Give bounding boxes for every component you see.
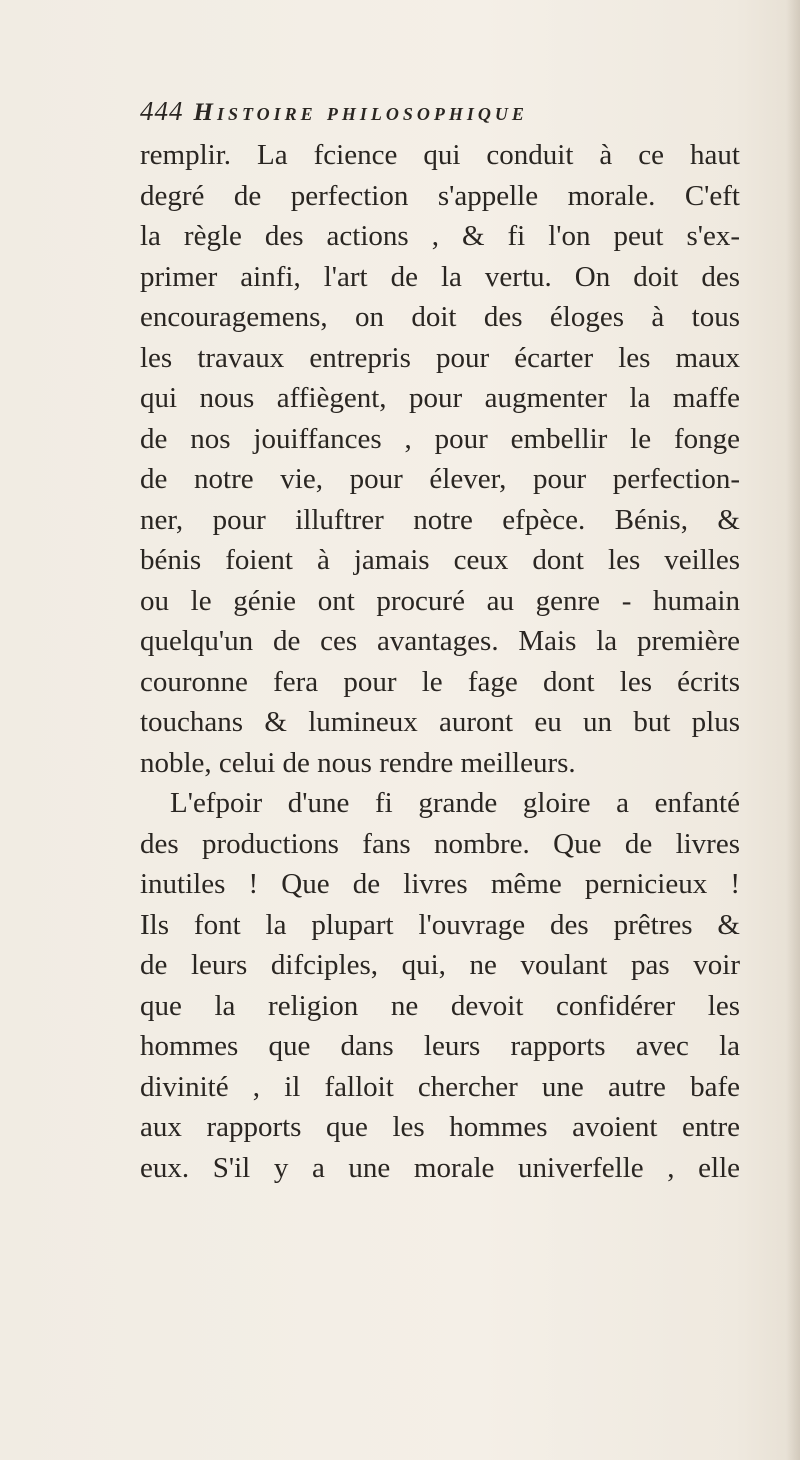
running-title: Histoire philosophique (193, 99, 528, 126)
text-line: des productions fans nombre. Que de livres (140, 827, 740, 860)
text-line: primer ainfi, l'art de la vertu. On doit des (140, 260, 740, 293)
text-line: couronne fera pour le fage dont les écrits (140, 665, 740, 698)
text-line: encouragemens, on doit des éloges à tous (140, 301, 740, 333)
text-line: degré de perfection s'appelle morale. C'eft (140, 179, 740, 212)
text-line: bénis foient à jamais ceux dont les veilles (140, 544, 740, 576)
text-line: aux rapports que les hommes avoient entre (140, 1111, 740, 1143)
text-line: ou le génie ont procuré au genre - humain (140, 584, 740, 617)
text-line: hommes que dans leurs rapports avec la (140, 1030, 740, 1062)
page-edge-shadow (786, 0, 800, 1460)
body-text (140, 135, 740, 1188)
text-line: Ils font la plupart l'ouvrage des prêtres & (140, 908, 740, 941)
page-number: 444 (140, 96, 184, 126)
text-line: remplir. La fcience qui conduit à ce haut (140, 139, 740, 171)
text-line: qui nous affiègent, pour augmenter la maffe (140, 382, 740, 414)
text-line: eux. S'il y a une morale univerfelle , elle (140, 1151, 740, 1184)
text-line: quelqu'un de ces avantages. Mais la première (140, 625, 740, 657)
text-line: les travaux entrepris pour écarter les maux (140, 341, 740, 374)
text-line: de nos jouiffances , pour embellir le fonge (140, 422, 740, 455)
text-line: la règle des actions , & fi l'on peut s'ex- (140, 220, 740, 252)
text-line: inutiles ! Que de livres même pernicieux ! (140, 868, 740, 900)
text-line: divinité , il falloit chercher une autre bafe (140, 1070, 740, 1103)
text-line: de notre vie, pour élever, pour perfection- (140, 463, 740, 495)
running-head (140, 96, 730, 132)
text-line: de leurs difciples, qui, ne voulant pas voir (140, 949, 740, 981)
text-line-paragraph-start: L'efpoir d'une fi grande gloire a enfanté (170, 787, 740, 819)
text-line: touchans & lumineux auront eu un but plus (140, 706, 740, 738)
text-line-paragraph-end: noble, celui de nous rendre meilleurs. (140, 746, 576, 779)
text-line: ner, pour illuftrer notre efpèce. Bénis, & (140, 503, 740, 536)
text-line: que la religion ne devoit confidérer les (140, 989, 740, 1022)
